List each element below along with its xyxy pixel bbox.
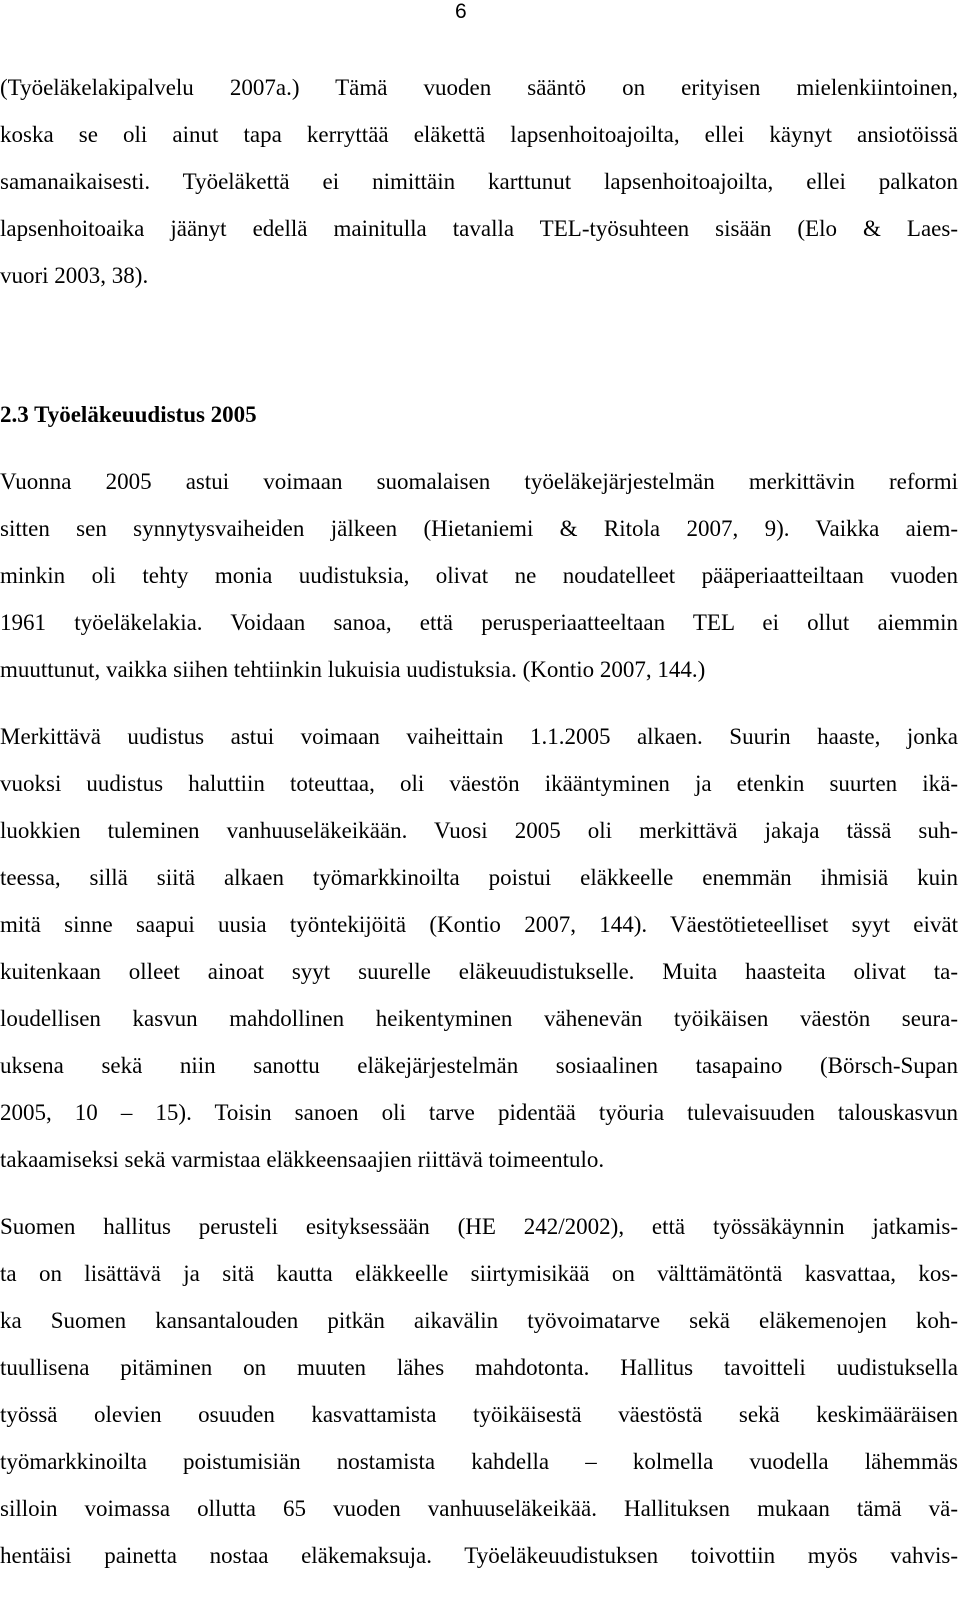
text-line: uksena sekä niin sanottu eläkejärjestelmän sosiaalinen tasapaino (Börsch-Supan: [0, 1053, 958, 1078]
text-line: Vuonna 2005 astui voimaan suomalaisen työeläkejärjestelmän merkittävin reformi: [0, 469, 958, 494]
text-line: silloin voimassa ollutta 65 vuoden vanhuuseläkeikää. Hallituksen mukaan tämä vä-: [0, 1496, 958, 1521]
text-line: ta on lisättävä ja sitä kautta eläkkeelle siirtymisikää on välttämätöntä kasvattaa, kos-: [0, 1261, 958, 1286]
text-line: muuttunut, vaikka siihen tehtiinkin lukuisia uudistuksia. (Kontio 2007, 144.): [0, 657, 706, 682]
text-line: tuullisena pitäminen on muuten lähes mahdotonta. Hallitus tavoitteli uudistuksella: [0, 1355, 958, 1380]
text-line: koska se oli ainut tapa kerryttää eläkettä lapsenhoitoajoilta, ellei käynyt ansiotöissä: [0, 122, 958, 147]
text-line: minkin oli tehty monia uudistuksia, olivat ne noudatelleet pääperiaatteiltaan vuoden: [0, 563, 958, 588]
text-line: luokkien tuleminen vanhuuseläkeikään. Vuosi 2005 oli merkittävä jakaja tässä suh-: [0, 818, 958, 843]
text-line: teessa, sillä siitä alkaen työmarkkinoilta poistui eläkkeelle enemmän ihmisiä kuin: [0, 865, 958, 890]
text-line: 1961 työeläkelakia. Voidaan sanoa, että perusperiaatteeltaan TEL ei ollut aiemmin: [0, 610, 958, 635]
text-line: hentäisi painetta nostaa eläkemaksuja. Työeläkeuudistuksen toivottiin myös vahvis-: [0, 1543, 958, 1568]
text-line: vuori 2003, 38).: [0, 263, 149, 288]
text-line: työssä olevien osuuden kasvattamista työikäisestä väestöstä sekä keskimääräisen: [0, 1402, 958, 1427]
text-line: Suomen hallitus perusteli esityksessään (HE 242/2002), että työssäkäynnin jatkamis-: [0, 1214, 958, 1239]
text-line: samanaikaisesti. Työeläkettä ei nimittäin karttunut lapsenhoitoajoilta, ellei palkaton: [0, 169, 958, 194]
text-line: takaamiseksi sekä varmistaa eläkkeensaajien riittävä toimeentulo.: [0, 1147, 605, 1172]
text-line: mitä sinne saapui uusia työntekijöitä (Kontio 2007, 144). Väestötieteelliset syyt eivät: [0, 912, 958, 937]
text-line: vuoksi uudistus haluttiin toteuttaa, oli väestön ikääntyminen ja etenkin suurten ikä-: [0, 771, 958, 796]
text-line: lapsenhoitoaika jäänyt edellä mainitulla tavalla TEL-työsuhteen sisään (Elo & Laes-: [0, 216, 958, 241]
text-line: loudellisen kasvun mahdollinen heikentyminen vähenevän työikäisen väestön seura-: [0, 1006, 958, 1031]
text-line: työmarkkinoilta poistumisiän nostamista kahdella – kolmella vuodella lähemmäs: [0, 1449, 958, 1474]
page-number: 6: [455, 0, 467, 23]
text-line: 2005, 10 – 15). Toisin sanoen oli tarve pidentää työuria tulevaisuuden talouskasvun: [0, 1100, 958, 1125]
text-line: (Työeläkelakipalvelu 2007a.) Tämä vuoden sääntö on erityisen mielenkiintoinen,: [0, 75, 958, 100]
section-heading: 2.3 Työeläkeuudistus 2005: [0, 402, 257, 427]
text-line: sitten sen synnytysvaiheiden jälkeen (Hietaniemi & Ritola 2007, 9). Vaikka aiem-: [0, 516, 958, 541]
text-line: kuitenkaan olleet ainoat syyt suurelle eläkeuudistukselle. Muita haasteita olivat ta-: [0, 959, 958, 984]
text-line: Merkittävä uudistus astui voimaan vaiheittain 1.1.2005 alkaen. Suurin haaste, jonka: [0, 724, 958, 749]
text-line: ka Suomen kansantalouden pitkän aikavälin työvoimatarve sekä eläkemenojen koh-: [0, 1308, 958, 1333]
